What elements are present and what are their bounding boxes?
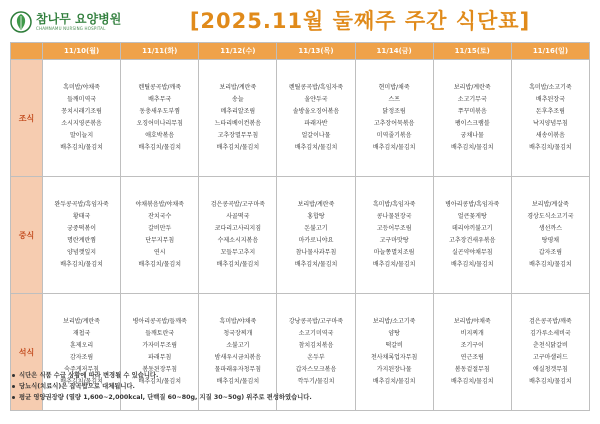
menu-item: 병아리콩밥/흑임자죽 bbox=[445, 201, 500, 208]
menu-item: 봄동된장무침 bbox=[142, 366, 178, 373]
menu-item: 고등어무조림 bbox=[376, 225, 412, 232]
menu-item: 돈후추조림 bbox=[535, 108, 565, 115]
menu-item: 경상도식소고기국 bbox=[527, 213, 574, 220]
menu-item: 비지찌개 bbox=[460, 330, 484, 337]
menu-cell bbox=[511, 294, 589, 411]
menu-cell bbox=[511, 177, 589, 294]
menu-item: 꽁치시래기조림 bbox=[61, 108, 102, 115]
menu-item: 물파래유자청무침 bbox=[214, 366, 262, 373]
menu-item: 춘천식닭갈비 bbox=[533, 342, 568, 349]
menu-cell bbox=[277, 60, 355, 177]
header bbox=[0, 0, 600, 44]
menu-item: 배추김치/물김치 bbox=[372, 378, 416, 385]
menu-item: 데리야끼불고기 bbox=[451, 225, 493, 232]
menu-item: 느타리베이컨볶음 bbox=[214, 120, 262, 127]
menu-item: 수제소시지볶음 bbox=[217, 237, 259, 244]
menu-item: 실곤약야채무침 bbox=[451, 249, 493, 256]
menu-item: 오징어미나리무침 bbox=[136, 120, 183, 127]
menu-item: 배추김치/물김치 bbox=[138, 261, 181, 268]
menu-item: 가자미무조림 bbox=[142, 342, 178, 349]
menu-item: 병아리콩곡밥/들깨죽 bbox=[132, 318, 187, 325]
menu-item: 검은콩곡밥/깨죽 bbox=[529, 318, 572, 325]
menu-cell bbox=[199, 177, 277, 294]
menu-item: 배추김치/물김치 bbox=[216, 261, 260, 268]
menu-item: 갑자스모크볶음 bbox=[295, 366, 337, 373]
menu-item: 배추김치/물김치 bbox=[529, 144, 572, 151]
menu-item: 숙주게저무침 bbox=[64, 366, 99, 373]
menu-item: 보리밥/야채죽 bbox=[453, 318, 491, 325]
menu-cell bbox=[43, 177, 121, 294]
menu-item: 코다리고사리지짐 bbox=[214, 225, 262, 232]
menu-item: 훈제오리 bbox=[69, 342, 94, 349]
menu-item: 온두부 bbox=[307, 354, 325, 361]
menu-item: 현미밥/채죽 bbox=[378, 84, 410, 91]
menu-item: 보리밥/계란죽 bbox=[453, 84, 491, 91]
menu-item: 소고기무국 bbox=[457, 96, 487, 103]
menu-item: 쭈꾸미볶음 bbox=[457, 108, 487, 115]
menu-item: 흑미밥/소고기죽 bbox=[529, 84, 572, 91]
menu-item: 닭정조림 bbox=[382, 108, 406, 115]
menu-item: 마늘쫑멸치조림 bbox=[373, 249, 415, 256]
menu-item: 솔방울오징어볶음 bbox=[292, 108, 340, 115]
menu-item: 명란계란찜 bbox=[67, 237, 97, 244]
menu-item: 파래자반 bbox=[304, 120, 328, 127]
meal-row bbox=[11, 177, 590, 294]
menu-item: 얼큰꽃게탕 bbox=[457, 213, 487, 220]
menu-item: 렌틸콩곡밥/깨죽 bbox=[138, 84, 181, 91]
menu-item: 팽이스크램블 bbox=[454, 120, 490, 127]
menu-cell bbox=[121, 177, 199, 294]
menu-item: 김가루소세비국 bbox=[530, 330, 571, 337]
note-text: 평균 영양권장량 (열량 1,600~2,000kcal, 단백질 60~80g, 지질 30~50g) 위주로 편성하였습니다. bbox=[19, 394, 312, 401]
menu-item: 연시 bbox=[153, 249, 166, 256]
menu-item: 황태국 bbox=[72, 213, 91, 220]
menu-item: 배추김치/물김치 bbox=[216, 378, 260, 385]
menu-item: 밤새우시금치볶음 bbox=[214, 354, 262, 361]
menu-item: 청국장찌개 bbox=[223, 330, 253, 337]
date-header: 11/16(일) bbox=[511, 43, 589, 60]
notes-section bbox=[12, 370, 312, 403]
menu-item: 잔치국수 bbox=[148, 213, 172, 220]
menu-item: 보리밥/소고기죽 bbox=[372, 318, 416, 325]
menu-item: 갑자조림 bbox=[538, 249, 563, 256]
menu-cell bbox=[121, 60, 199, 177]
menu-item: 갈비만두 bbox=[148, 225, 172, 232]
menu-item: 들깨미역국 bbox=[67, 96, 97, 103]
hospital-name: 참나무 요양병원 bbox=[36, 12, 122, 26]
menu-item: 배추김치/물김치 bbox=[60, 144, 103, 151]
menu-cell bbox=[277, 177, 355, 294]
menu-cell bbox=[433, 60, 511, 177]
menu-item: 울얀두국 bbox=[304, 96, 328, 103]
menu-item: 배추김치/물김치 bbox=[294, 144, 338, 151]
menu-item: 꼬들무고추지 bbox=[220, 249, 256, 256]
menu-item: 보리밥/계란죽 bbox=[63, 318, 100, 325]
menu-item: 보리밥/계란죽 bbox=[297, 201, 335, 208]
menu-item: 소불고기 bbox=[226, 342, 250, 349]
note-item bbox=[12, 392, 312, 403]
menu-item: 깍두기/물김치 bbox=[297, 378, 335, 385]
menu-item: 소시지영콘볶음 bbox=[61, 120, 102, 127]
menu-cell bbox=[355, 294, 433, 411]
menu-item: 송늘 bbox=[232, 96, 244, 103]
menu-item: 배추김치/물김치 bbox=[372, 144, 416, 151]
menu-item: 애호박볶음 bbox=[145, 132, 175, 139]
date-header: 11/13(목) bbox=[277, 43, 355, 60]
weekly-menu-table bbox=[10, 42, 590, 411]
hospital-logo bbox=[10, 11, 121, 33]
menu-item: 참치김치볶음 bbox=[298, 342, 334, 349]
menu-item: 천사채록업자무침 bbox=[370, 354, 418, 361]
menu-item: 보리밥/계살죽 bbox=[532, 201, 569, 208]
menu-item: 조기구이 bbox=[460, 342, 484, 349]
menu-item: 참나물사과무침 bbox=[295, 249, 337, 256]
page-title: [2025.11월 둘째주 주간 식단표] bbox=[189, 9, 531, 33]
menu-cell bbox=[355, 60, 433, 177]
menu-item: 봄동겉절무침 bbox=[454, 366, 490, 373]
menu-item: 배추김치/물김치 bbox=[216, 144, 260, 151]
menu-cell bbox=[433, 294, 511, 411]
meal-label: 조식 bbox=[11, 60, 43, 177]
date-header: 11/14(금) bbox=[355, 43, 433, 60]
menu-item: 검은콩곡밥/고구마죽 bbox=[210, 201, 265, 208]
menu-item: 배추김치/물김치 bbox=[138, 144, 181, 151]
menu-item: 연근조림 bbox=[460, 354, 484, 361]
menu-cell bbox=[43, 60, 121, 177]
menu-item: 얌탕 bbox=[388, 330, 400, 337]
menu-item: 감자조림 bbox=[69, 354, 94, 361]
menu-item: 떡갈비 bbox=[385, 342, 403, 349]
leaf-logo-icon bbox=[10, 11, 32, 33]
menu-item: 파래무침 bbox=[148, 354, 172, 361]
bullet-icon bbox=[12, 396, 15, 399]
menu-item: 렌틸콩곡밥/흑임자죽 bbox=[288, 84, 344, 91]
menu-item: 야채볶음밥/야채죽 bbox=[135, 201, 184, 208]
menu-item: 고추장건새우볶음 bbox=[449, 237, 496, 244]
menu-item: 말이늘지 bbox=[69, 132, 94, 139]
date-header: 11/15(토) bbox=[433, 43, 511, 60]
menu-item: 배추김치/물김치 bbox=[450, 144, 494, 151]
menu-item: 배추김치/물김치 bbox=[294, 261, 338, 268]
menu-item: 얼갈이나물 bbox=[301, 132, 331, 139]
menu-item: 배추김치/물김치 bbox=[450, 378, 494, 385]
menu-item: 소고기미역국 bbox=[298, 330, 334, 337]
bullet-icon bbox=[12, 374, 15, 377]
menu-item: 보리밥/계란죽 bbox=[219, 84, 257, 91]
menu-item: 완두콩곡밥/흑임자죽 bbox=[54, 201, 109, 208]
note-text: 당뇨식(치료식)은 잡곡밥으로 대체됩니다. bbox=[19, 383, 135, 390]
menu-item: 강낭콩곡밥/고구마죽 bbox=[288, 318, 344, 325]
menu-item: 배추김치/물김치 bbox=[529, 378, 572, 385]
menu-item: 배추김치/물김치 bbox=[450, 261, 494, 268]
menu-cell bbox=[433, 177, 511, 294]
menu-item: 사골떡국 bbox=[226, 213, 250, 220]
meal-row bbox=[11, 60, 590, 177]
menu-item: 배추김치/물김치 bbox=[372, 261, 416, 268]
note-item bbox=[12, 370, 312, 381]
menu-cell bbox=[511, 60, 589, 177]
date-header-row bbox=[11, 43, 590, 60]
menu-item: 고구마맛탕 bbox=[379, 237, 409, 244]
menu-item: 배추김치/물김치 bbox=[138, 378, 181, 385]
menu-item: 배추김치/물김치 bbox=[529, 261, 572, 268]
menu-item: 흑미밥/야채죽 bbox=[63, 84, 100, 91]
menu-cell bbox=[199, 60, 277, 177]
note-text: 식단은 식품 수급 상황에 따라 변경될 수 있습니다. bbox=[19, 372, 159, 379]
menu-item: 흑미밥/흑임자죽 bbox=[372, 201, 416, 208]
menu-item: 돈불고기 bbox=[304, 225, 328, 232]
menu-item: 콩나물된장국 bbox=[376, 213, 412, 220]
meal-label: 석식 bbox=[11, 294, 43, 411]
menu-item: 배추무국 bbox=[148, 96, 172, 103]
menu-item: 홍합탕 bbox=[307, 213, 325, 220]
note-item bbox=[12, 381, 312, 392]
menu-item: 동충새우도부찜 bbox=[139, 108, 180, 115]
date-header: 11/10(월) bbox=[43, 43, 121, 60]
table-corner bbox=[11, 43, 43, 60]
menu-item: 메추리알조림 bbox=[220, 108, 256, 115]
menu-item: 애실청겟무침 bbox=[533, 366, 568, 373]
menu-item: 궁중떡볶이 bbox=[67, 225, 97, 232]
menu-item: 배추김치/물김치 bbox=[60, 378, 103, 385]
menu-item: 생선까스 bbox=[538, 225, 563, 232]
menu-item: 마카로니야요 bbox=[298, 237, 334, 244]
bullet-icon bbox=[12, 385, 15, 388]
meal-label: 중식 bbox=[11, 177, 43, 294]
menu-cell bbox=[355, 177, 433, 294]
menu-item: 재첩국 bbox=[72, 330, 91, 337]
date-header: 11/11(화) bbox=[121, 43, 199, 60]
date-header: 11/12(수) bbox=[199, 43, 277, 60]
hospital-name-english: CHAMNAMU NURSING HOSPITAL bbox=[36, 26, 106, 31]
menu-item: 배추된장국 bbox=[535, 96, 565, 103]
menu-item: 흑미밥/야채죽 bbox=[219, 318, 257, 325]
menu-item: 고추장멸무무침 bbox=[217, 132, 259, 139]
menu-item: 탕평채 bbox=[541, 237, 560, 244]
menu-item: 양념깻잎지 bbox=[67, 249, 97, 256]
menu-item: 단무지무침 bbox=[145, 237, 175, 244]
menu-item: 궁채나물 bbox=[460, 132, 484, 139]
menu-item: 새송이볶음 bbox=[535, 132, 565, 139]
menu-item: 들깨토란국 bbox=[145, 330, 175, 337]
menu-item: 미역줄기볶음 bbox=[376, 132, 412, 139]
menu-item: 낙지양념무침 bbox=[533, 120, 568, 127]
menu-item: 배추김치/물김치 bbox=[60, 261, 103, 268]
menu-item: 고구마샐러드 bbox=[533, 354, 568, 361]
menu-item: 고추장어묵볶음 bbox=[373, 120, 415, 127]
menu-item: 가지된장나물 bbox=[376, 366, 412, 373]
menu-item: 스프 bbox=[388, 96, 400, 103]
